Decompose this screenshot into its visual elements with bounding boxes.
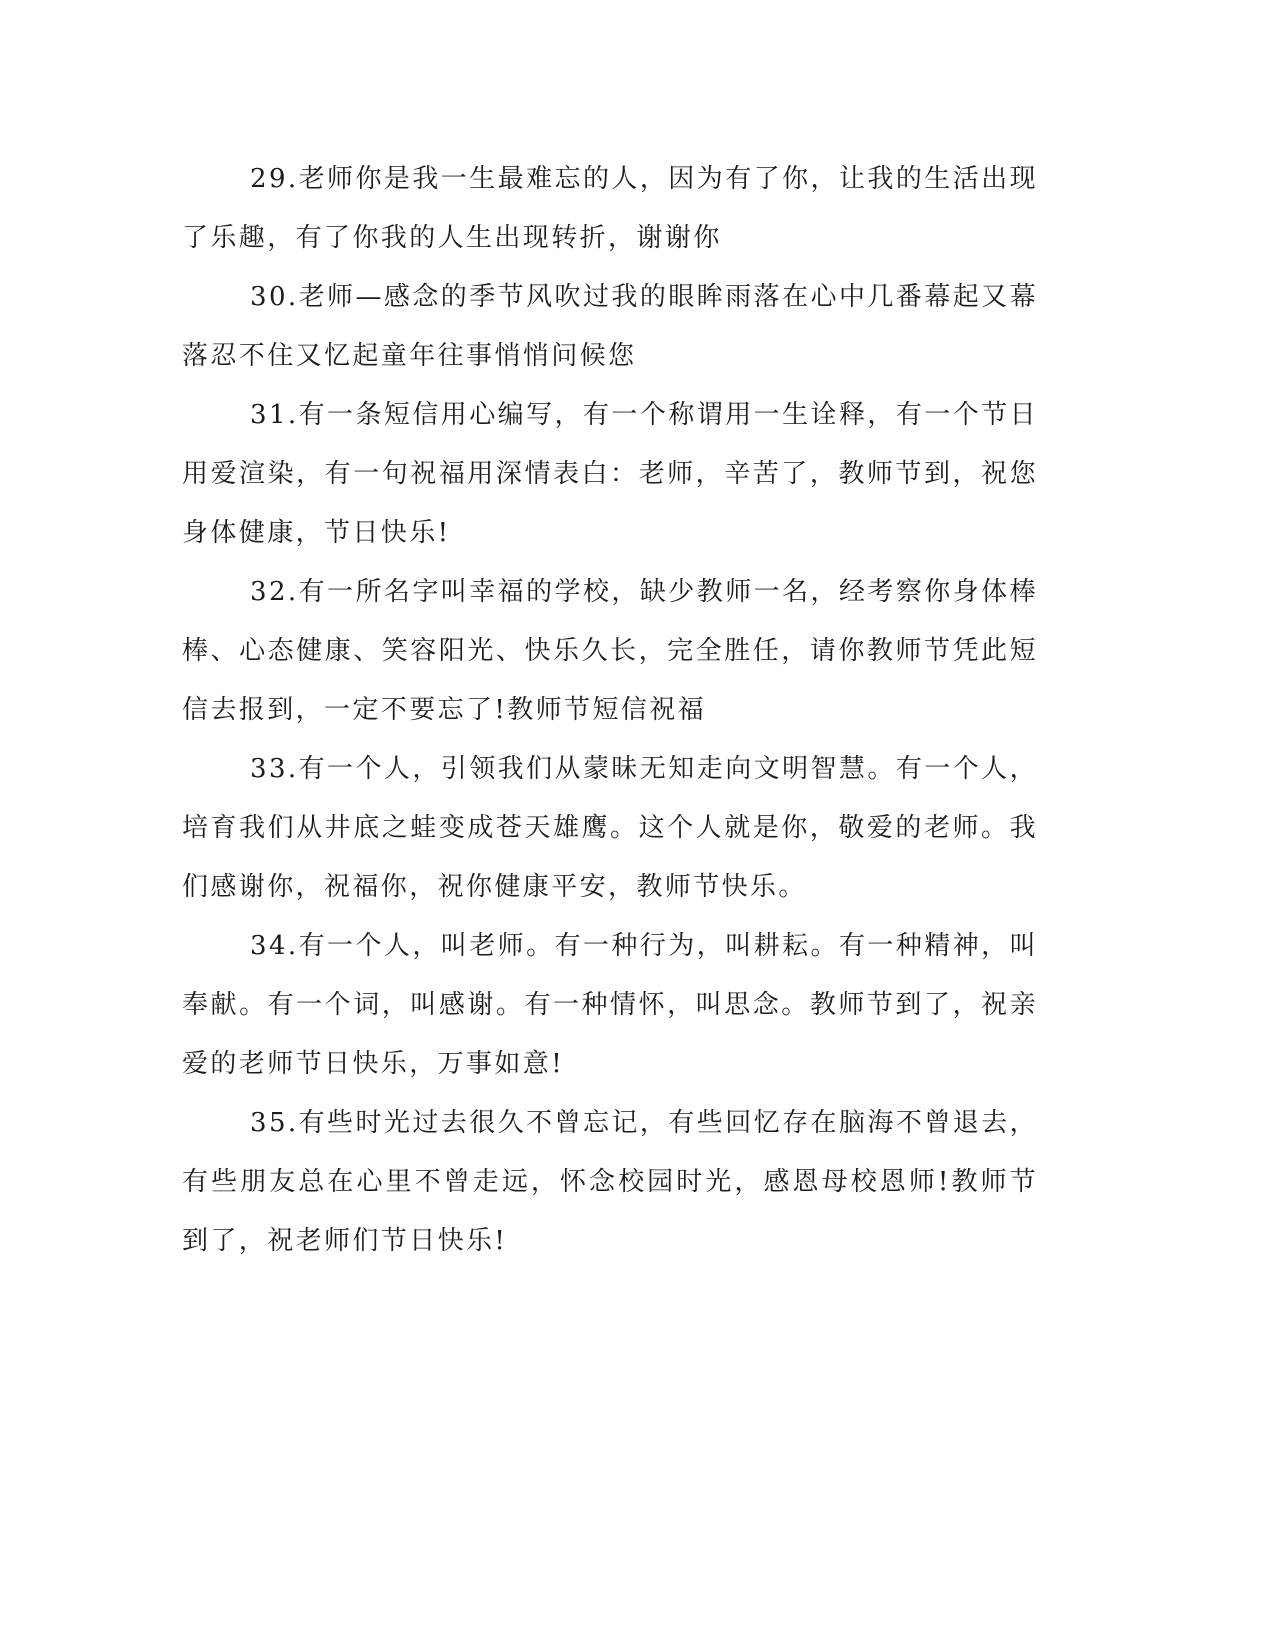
paragraph-34: 34.有一个人，叫老师。有一种行为，叫耕耘。有一种精神，叫奉献。有一个词，叫感谢。有一种情怀，叫思念。教师节到了，祝亲爱的老师节日快乐，万事如意!	[182, 931, 1038, 1079]
document-body	[182, 150, 1038, 1271]
paragraph-35: 35.有些时光过去很久不曾忘记，有些回忆存在脑海不曾退去，有些朋友总在心里不曾走远，怀念校园时光，感恩母校恩师!教师节到了，祝老师们节日快乐!	[182, 1108, 1038, 1256]
paragraph-31: 31.有一条短信用心编写，有一个称谓用一生诠释，有一个节日用爱渲染，有一句祝福用深情表白：老师，辛苦了，教师节到，祝您身体健康，节日快乐!	[182, 400, 1038, 548]
paragraph-33: 33.有一个人，引领我们从蒙昧无知走向文明智慧。有一个人，培育我们从井底之蛙变成苍天雄鹰。这个人就是你，敬爱的老师。我们感谢你，祝福你，祝你健康平安，教师节快乐。	[182, 754, 1038, 902]
paragraph-30: 30.老师—感念的季节风吹过我的眼眸雨落在心中几番幕起又幕落忍不住又忆起童年往事悄悄问候您	[182, 282, 1038, 371]
paragraph-32: 32.有一所名字叫幸福的学校，缺少教师一名，经考察你身体棒棒、心态健康、笑容阳光、快乐久长，完全胜任，请你教师节凭此短信去报到，一定不要忘了!教师节短信祝福	[182, 577, 1038, 725]
paragraph-29: 29.老师你是我一生最难忘的人，因为有了你，让我的生活出现了乐趣，有了你我的人生出现转折，谢谢你	[182, 164, 1038, 253]
